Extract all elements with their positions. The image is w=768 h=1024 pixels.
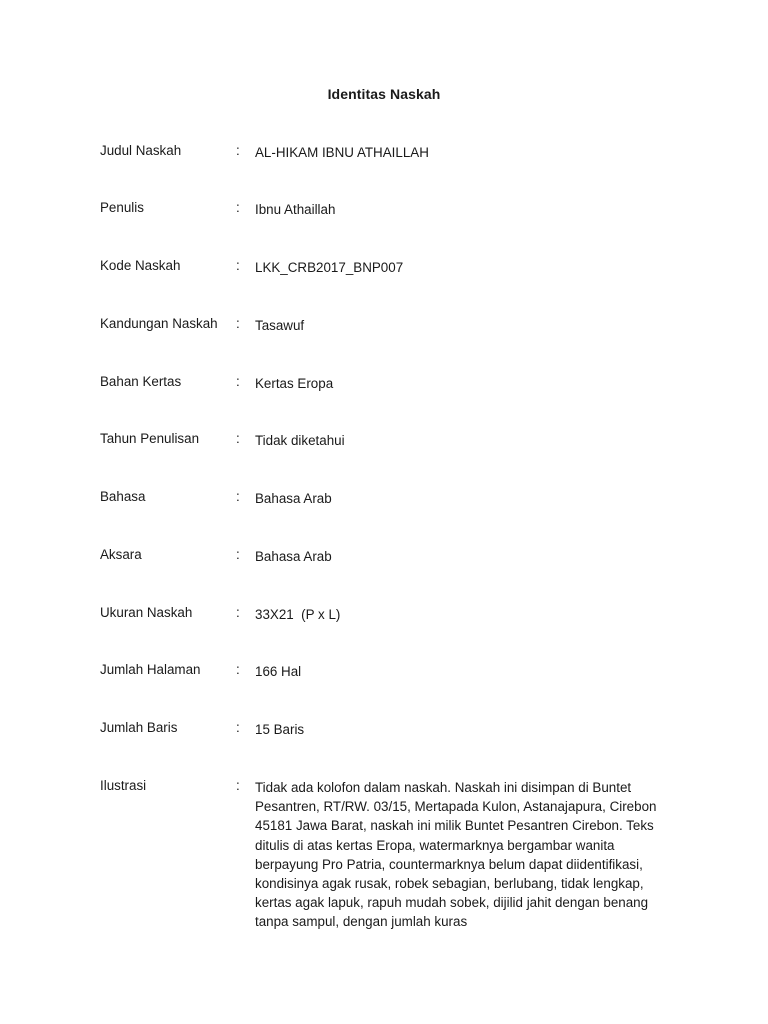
field-label: Kandungan Naskah: [100, 316, 218, 331]
field-separator: :: [236, 431, 240, 446]
field-value: AL-HIKAM IBNU ATHAILLAH: [255, 145, 429, 160]
field-label: Aksara: [100, 547, 142, 562]
field-label: Bahan Kertas: [100, 374, 182, 389]
field-label: Jumlah Baris: [100, 720, 178, 735]
field-value: Bahasa Arab: [255, 549, 332, 564]
field-separator: :: [236, 258, 240, 273]
field-separator: :: [236, 143, 240, 158]
field-label: Penulis: [100, 200, 144, 215]
field-value: Tasawuf: [255, 318, 305, 333]
field-value: Ibnu Athaillah: [255, 202, 336, 217]
field-label: Bahasa: [100, 489, 146, 504]
field-label: Ukuran Naskah: [100, 605, 193, 620]
field-label: Jumlah Halaman: [100, 662, 201, 677]
field-value: Bahasa Arab: [255, 491, 332, 506]
field-separator: :: [236, 316, 240, 331]
field-value: 33X21 (P x L): [255, 607, 341, 622]
field-separator: :: [236, 662, 240, 677]
field-label: Tahun Penulisan: [100, 431, 200, 446]
field-value: Tidak ada kolofon dalam naskah. Naskah ini disimpan di Buntet Pesantren, RT/RW. 03/15, Mertapada Kulon, Astanajapura, Cirebon 45181 Jawa Barat, naskah ini milik Buntet Pesantren Cirebon. Teks ditulis di atas kertas Eropa, watermarknya bergambar wanita berpayung Pro Patria, countermarknya belum dapat diidentifikasi, kondisinya agak rusak, robek sebagian, berlubang, tidak lengkap, kertas agak lapuk, rapuh mudah sobek, dijilid jahit dengan benang tanpa sampul, dengan jumlah kuras: [255, 780, 657, 930]
field-value: Tidak diketahui: [255, 433, 345, 448]
field-value: 15 Baris: [255, 722, 305, 737]
field-separator: :: [236, 605, 240, 620]
field-label: Ilustrasi: [100, 778, 147, 793]
field-value: LKK_CRB2017_BNP007: [255, 260, 404, 275]
field-separator: :: [236, 374, 240, 389]
document-title: Identitas Naskah: [327, 86, 441, 102]
field-separator: :: [236, 489, 240, 504]
field-separator: :: [236, 547, 240, 562]
field-separator: :: [236, 200, 240, 215]
field-value: Kertas Eropa: [255, 376, 334, 391]
field-label: Kode Naskah: [100, 258, 181, 273]
field-label: Judul Naskah: [100, 143, 182, 158]
field-separator: :: [236, 720, 240, 735]
field-separator: :: [236, 778, 240, 793]
field-value: 166 Hal: [255, 664, 302, 679]
